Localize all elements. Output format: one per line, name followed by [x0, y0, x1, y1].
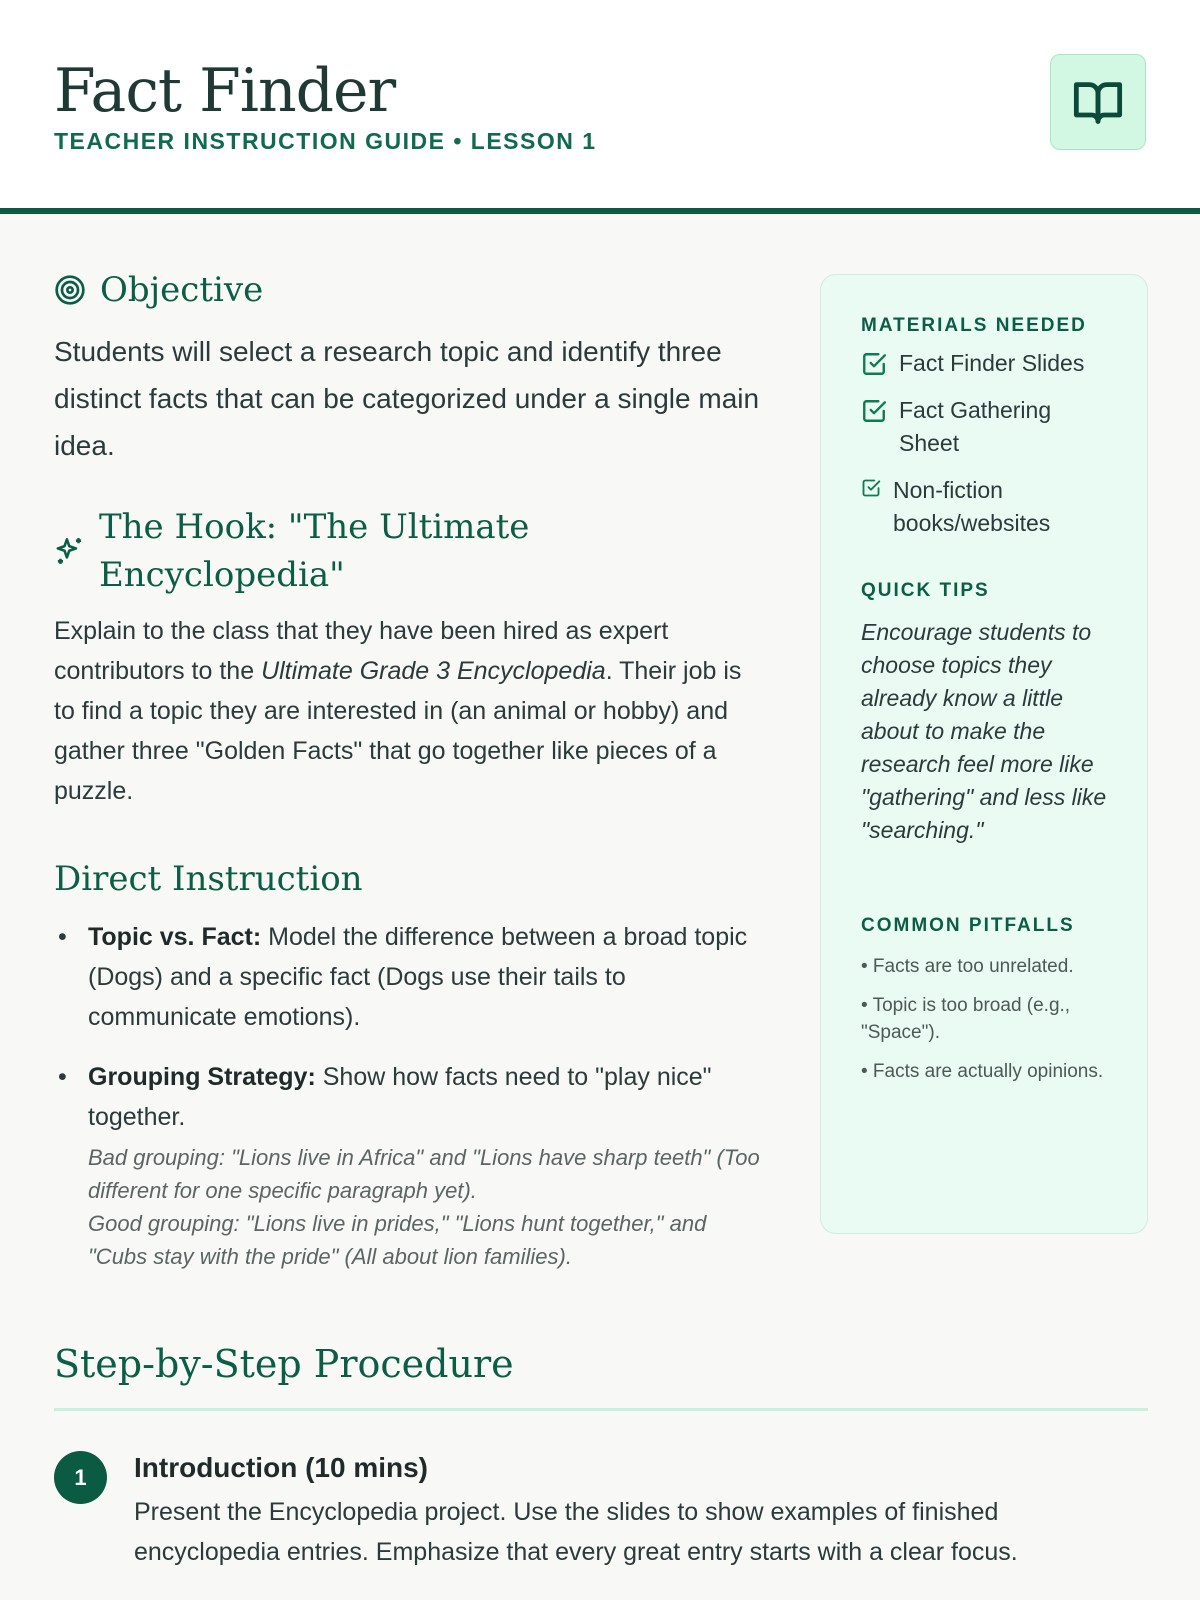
- sparkles-icon: [54, 535, 85, 567]
- materials-item-label: Non-fiction books/websites: [893, 477, 1051, 536]
- tips-text: Encourage students to choose topics they already know a little about to make the research feel more like "gathering" and less like "searching.": [861, 619, 1107, 843]
- materials-heading: MATERIALS NEEDED: [861, 315, 1087, 336]
- tips-heading: QUICK TIPS: [861, 580, 990, 601]
- objective-heading: Objective: [100, 270, 264, 310]
- procedure-heading: Step-by-Step Procedure: [54, 1342, 514, 1386]
- list-item: [54, 1057, 764, 1137]
- checkbox-checked-icon: [861, 351, 887, 377]
- materials-item-label: Fact Gathering Sheet: [899, 397, 1052, 456]
- checkbox-checked-icon: [861, 478, 881, 498]
- materials-item: [861, 394, 1107, 460]
- hook-heading-row: [54, 503, 764, 599]
- pitfalls-heading: COMMON PITFALLS: [861, 915, 1075, 936]
- pitfalls-item: • Facts are too unrelated.: [861, 956, 1074, 977]
- checkbox-checked-icon: [861, 398, 887, 424]
- grouping-examples: [54, 1141, 764, 1273]
- list-item-text: Show how facts need to "play nice" together.: [88, 1063, 712, 1131]
- procedure-divider: [54, 1408, 1148, 1411]
- list-item-label: Topic vs. Fact:: [88, 923, 262, 951]
- good-grouping-example: Good grouping: "Lions live in prides," "Lions hunt together," and "Cubs stay with the pride" (All about lion families).: [88, 1211, 707, 1269]
- materials-item: [861, 347, 1107, 380]
- list-item: [54, 917, 764, 1037]
- hook-heading: The Hook: "The Ultimate Encyclopedia": [98, 507, 530, 595]
- step-text: Present the Encyclopedia project. Use the slides to show examples of finished encyclopedia entries. Emphasize that every great entry starts with a clear focus.: [134, 1498, 1018, 1566]
- teacher-sidebar: [820, 274, 1148, 1234]
- main-content: [54, 266, 764, 1273]
- step-number-badge: 1: [54, 1451, 107, 1504]
- objective-heading-row: [54, 266, 764, 314]
- page-subtitle: TEACHER INSTRUCTION GUIDE • LESSON 1: [54, 128, 597, 154]
- hook-text: [54, 611, 764, 811]
- list-item-label: Grouping Strategy:: [88, 1063, 316, 1091]
- pitfalls-item: • Topic is too broad (e.g., "Space").: [861, 995, 1071, 1043]
- direct-instruction-heading: Direct Instruction: [54, 859, 363, 899]
- list-item-text: Model the difference between a broad topic (Dogs) and a specific fact (Dogs use their tails to communicate emotions).: [88, 923, 748, 1031]
- materials-item-label: Fact Finder Slides: [899, 350, 1085, 376]
- materials-item: [861, 474, 1107, 540]
- step-title: Introduction (10 mins): [134, 1452, 428, 1483]
- page-title: Fact Finder: [54, 56, 396, 126]
- materials-list: [861, 347, 1107, 540]
- page-header: [0, 0, 1200, 214]
- direct-instruction-list: [54, 917, 764, 1137]
- pitfalls-list: [861, 953, 1107, 1085]
- hook-text-part2: . Their job is to find a topic they are interested in (an animal or hobby) and gather three "Golden Facts" that go together like pieces of a puzzle.: [54, 657, 742, 805]
- objective-text: Students will select a research topic and identify three distinct facts that can be categorized under a single main idea.: [54, 336, 760, 461]
- hook-text-italic: Ultimate Grade 3 Encyclopedia: [261, 657, 606, 685]
- target-icon: [54, 274, 86, 306]
- open-book-icon: [1072, 76, 1124, 128]
- book-badge: [1050, 54, 1146, 150]
- bad-grouping-example: Bad grouping: "Lions live in Africa" and "Lions have sharp teeth" (Too different for one specific paragraph yet).: [88, 1145, 760, 1203]
- hook-text-part1: Explain to the class that they have been hired as expert contributors to the: [54, 617, 669, 685]
- pitfalls-item: • Facts are actually opinions.: [861, 1061, 1104, 1082]
